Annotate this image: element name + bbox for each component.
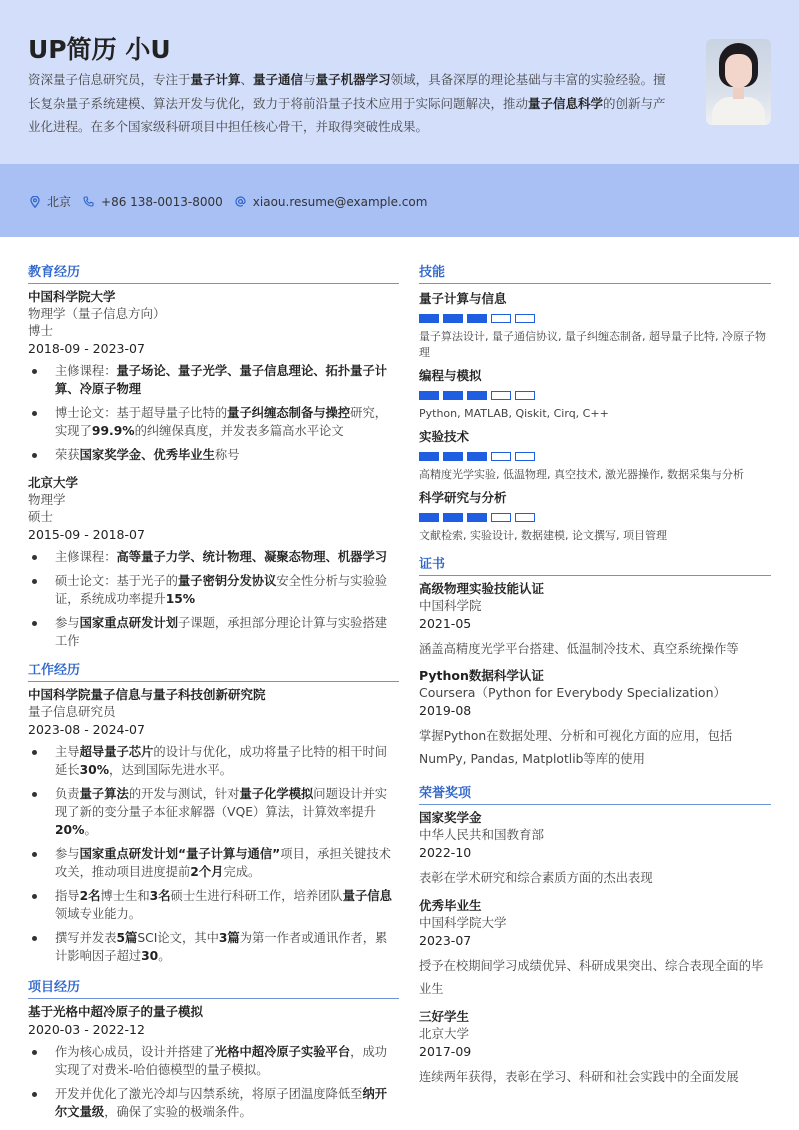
school-name: 北京大学 <box>28 475 79 490</box>
job-role: 量子信息研究员 <box>28 704 116 719</box>
projects-heading: 项目经历 <box>28 979 399 999</box>
contact-phone[interactable] <box>83 195 223 209</box>
honor-issuer: 中华人民共和国教育部 <box>419 827 545 842</box>
honors-section <box>419 785 771 1089</box>
level-block-empty <box>515 314 535 323</box>
right-column <box>419 264 771 1089</box>
level-block-filled <box>419 513 439 522</box>
honor-description: 授予在校期间学习成绩优异、科研成果突出、综合表现全面的毕业生 <box>419 959 764 996</box>
projects-section <box>28 979 399 1121</box>
level-block-filled <box>443 391 463 400</box>
skill-level-meter <box>419 314 771 323</box>
certificate-entry <box>419 667 771 771</box>
major: 物理学 <box>28 492 66 507</box>
degree: 博士 <box>28 323 54 338</box>
header-summary-panel <box>0 0 799 164</box>
left-column <box>28 264 399 1127</box>
certificate-date: 2019-08 <box>419 703 472 718</box>
phone-text: +86 138-0013-8000 <box>101 194 223 209</box>
bullet-list <box>28 743 399 965</box>
certificate-issuer: 中国科学院 <box>419 598 482 613</box>
education-entry <box>28 474 399 650</box>
level-block-empty <box>491 314 511 323</box>
skill-description: Python, MATLAB, Qiskit, Cirq, C++ <box>419 407 609 420</box>
profile-photo <box>706 39 771 125</box>
bullet-list <box>28 1043 399 1121</box>
level-block-empty <box>491 452 511 461</box>
date-range: 2015-09 - 2018-07 <box>28 527 145 542</box>
skill-level-meter <box>419 391 771 400</box>
level-block-filled <box>467 391 487 400</box>
date-range: 2020-03 - 2022-12 <box>28 1022 145 1037</box>
education-section <box>28 264 399 650</box>
honor-name: 三好学生 <box>419 1009 470 1024</box>
bullet-item: 参与国家重点研发计划子课题，承担部分理论计算与实验搭建工作 <box>28 614 399 650</box>
bullet-item: 博士论文：基于超导量子比特的量子纠缠态制备与操控研究，实现了99.9%的纠缠保真度，并发表多篇高水平论文 <box>28 404 399 440</box>
certificates-heading: 证书 <box>419 556 771 576</box>
level-block-filled <box>467 513 487 522</box>
level-block-filled <box>419 452 439 461</box>
honor-date: 2022-10 <box>419 845 472 860</box>
work-heading: 工作经历 <box>28 662 399 682</box>
honors-heading: 荣誉奖项 <box>419 785 771 805</box>
email-text: xiaou.resume@example.com <box>252 194 428 209</box>
date-range: 2018-09 - 2023-07 <box>28 341 145 356</box>
location-text: 北京 <box>47 195 72 209</box>
bullet-item: 硕士论文：基于光子的量子密钥分发协议安全性分析与实验验证，系统成功率提升15% <box>28 572 399 608</box>
photo-face <box>725 54 752 88</box>
work-entry <box>28 686 399 965</box>
certificate-issuer: Coursera（Python for Everybody Specialization） <box>419 685 726 700</box>
contact-location <box>30 193 71 210</box>
honor-entry <box>419 1008 771 1089</box>
honor-description: 连续两年获得，表彰在学习、科研和社会实践中的全面发展 <box>419 1070 739 1084</box>
work-section <box>28 662 399 965</box>
bullet-list <box>28 362 399 464</box>
certificate-date: 2021-05 <box>419 616 472 631</box>
honor-name: 优秀毕业生 <box>419 898 482 913</box>
honor-date: 2023-07 <box>419 933 472 948</box>
skill-description: 高精度光学实验, 低温物理, 真空技术, 激光器操作, 数据采集与分析 <box>419 468 744 481</box>
school-name: 中国科学院大学 <box>28 289 116 304</box>
honor-name: 国家奖学金 <box>419 810 482 825</box>
location-pin-icon <box>30 196 40 208</box>
level-block-filled <box>419 314 439 323</box>
level-block-filled <box>443 513 463 522</box>
certificate-name: Python数据科学认证 <box>419 668 544 683</box>
bullet-item: 作为核心成员，设计并搭建了光格中超冷原子实验平台，成功实现了对费米-哈伯德模型的量子模拟。 <box>28 1043 399 1079</box>
honor-date: 2017-09 <box>419 1044 472 1059</box>
education-heading: 教育经历 <box>28 264 399 284</box>
level-block-empty <box>515 391 535 400</box>
bullet-item: 主修课程：量子场论、量子光学、量子信息理论、拓扑量子计算、冷原子物理 <box>28 362 399 398</box>
skill-entry <box>419 290 771 361</box>
skill-name: 编程与模拟 <box>419 368 482 383</box>
email-at-icon <box>235 196 246 207</box>
bullet-item: 荣获国家奖学金、优秀毕业生称号 <box>28 446 399 464</box>
major: 物理学（量子信息方向） <box>28 306 166 321</box>
skills-heading: 技能 <box>419 264 771 284</box>
bullet-item: 主修课程：高等量子力学、统计物理、凝聚态物理、机器学习 <box>28 548 399 566</box>
skill-level-meter <box>419 452 771 461</box>
profile-summary: 资深量子信息研究员，专注于量子计算、量子通信与量子机器学习领域，具备深厚的理论基础与丰富的实验经验。擅长复杂量子系统建模、算法开发与优化，致力于将前沿量子技术应用于实际问题解决，推动量子信息科学的创新与产业化进程。在多个国家级科研项目中担任核心骨干，并取得突破性成果。 <box>28 72 666 134</box>
certificates-section <box>419 556 771 771</box>
level-block-empty <box>491 391 511 400</box>
bullet-item: 负责量子算法的开发与测试，针对量子化学模拟问题设计并实现了新的变分量子本征求解器（VQE）算法，计算效率提升20%。 <box>28 785 399 839</box>
bullet-item: 撰写并发表5篇SCI论文，其中3篇为第一作者或通讯作者，累计影响因子超过30。 <box>28 929 399 965</box>
bullet-item: 主导超导量子芯片的设计与优化，成功将量子比特的相干时间延长30%，达到国际先进水平。 <box>28 743 399 779</box>
skill-name: 量子计算与信息 <box>419 291 507 306</box>
certificate-description: 掌握Python在数据处理、分析和可视化方面的应用，包括NumPy, Pandas, Matplotlib等库的使用 <box>419 729 733 766</box>
skill-entry <box>419 367 771 422</box>
skill-name: 实验技术 <box>419 429 470 444</box>
skill-description: 量子算法设计, 量子通信协议, 量子纠缠态制备, 超导量子比特, 冷原子物理 <box>419 330 766 359</box>
skill-entry <box>419 489 771 544</box>
skill-name: 科学研究与分析 <box>419 490 507 505</box>
degree: 硕士 <box>28 509 54 524</box>
bullet-item: 指导2名博士生和3名硕士生进行科研工作，培养团队量子信息领域专业能力。 <box>28 887 399 923</box>
certificate-description: 涵盖高精度光学平台搭建、低温制冷技术、真空系统操作等 <box>419 642 739 656</box>
honor-entry <box>419 897 771 1001</box>
certificate-entry <box>419 580 771 661</box>
phone-icon <box>83 196 94 207</box>
skill-entry <box>419 428 771 483</box>
contact-email[interactable] <box>235 195 428 209</box>
level-block-empty <box>491 513 511 522</box>
bullet-item: 参与国家重点研发计划“量子计算与通信”项目，承担关键技术攻关，推动项目进度提前2个月完成。 <box>28 845 399 881</box>
date-range: 2023-08 - 2024-07 <box>28 722 145 737</box>
level-block-filled <box>443 452 463 461</box>
photo-clothing <box>712 97 765 125</box>
resume-name: UP简历 小U <box>28 35 171 64</box>
level-block-filled <box>419 391 439 400</box>
level-block-filled <box>467 314 487 323</box>
skill-level-meter <box>419 513 771 522</box>
project-name: 基于光格中超冷原子的量子模拟 <box>28 1004 204 1019</box>
contact-row <box>30 193 439 210</box>
skills-section <box>419 264 771 544</box>
certificate-name: 高级物理实验技能认证 <box>419 581 545 596</box>
education-entry <box>28 288 399 464</box>
project-entry <box>28 1003 399 1121</box>
honor-description: 表彰在学术研究和综合素质方面的杰出表现 <box>419 871 653 885</box>
honor-issuer: 中国科学院大学 <box>419 915 507 930</box>
honor-issuer: 北京大学 <box>419 1026 470 1041</box>
level-block-empty <box>515 513 535 522</box>
bullet-list <box>28 548 399 650</box>
level-block-filled <box>467 452 487 461</box>
organization-name: 中国科学院量子信息与量子科技创新研究院 <box>28 687 266 702</box>
level-block-empty <box>515 452 535 461</box>
level-block-filled <box>443 314 463 323</box>
bullet-item: 开发并优化了激光冷却与囚禁系统，将原子团温度降低至纳开尔文量级，确保了实验的极端条件。 <box>28 1085 399 1121</box>
skill-description: 文献检索, 实验设计, 数据建模, 论文撰写, 项目管理 <box>419 529 667 542</box>
honor-entry <box>419 809 771 890</box>
